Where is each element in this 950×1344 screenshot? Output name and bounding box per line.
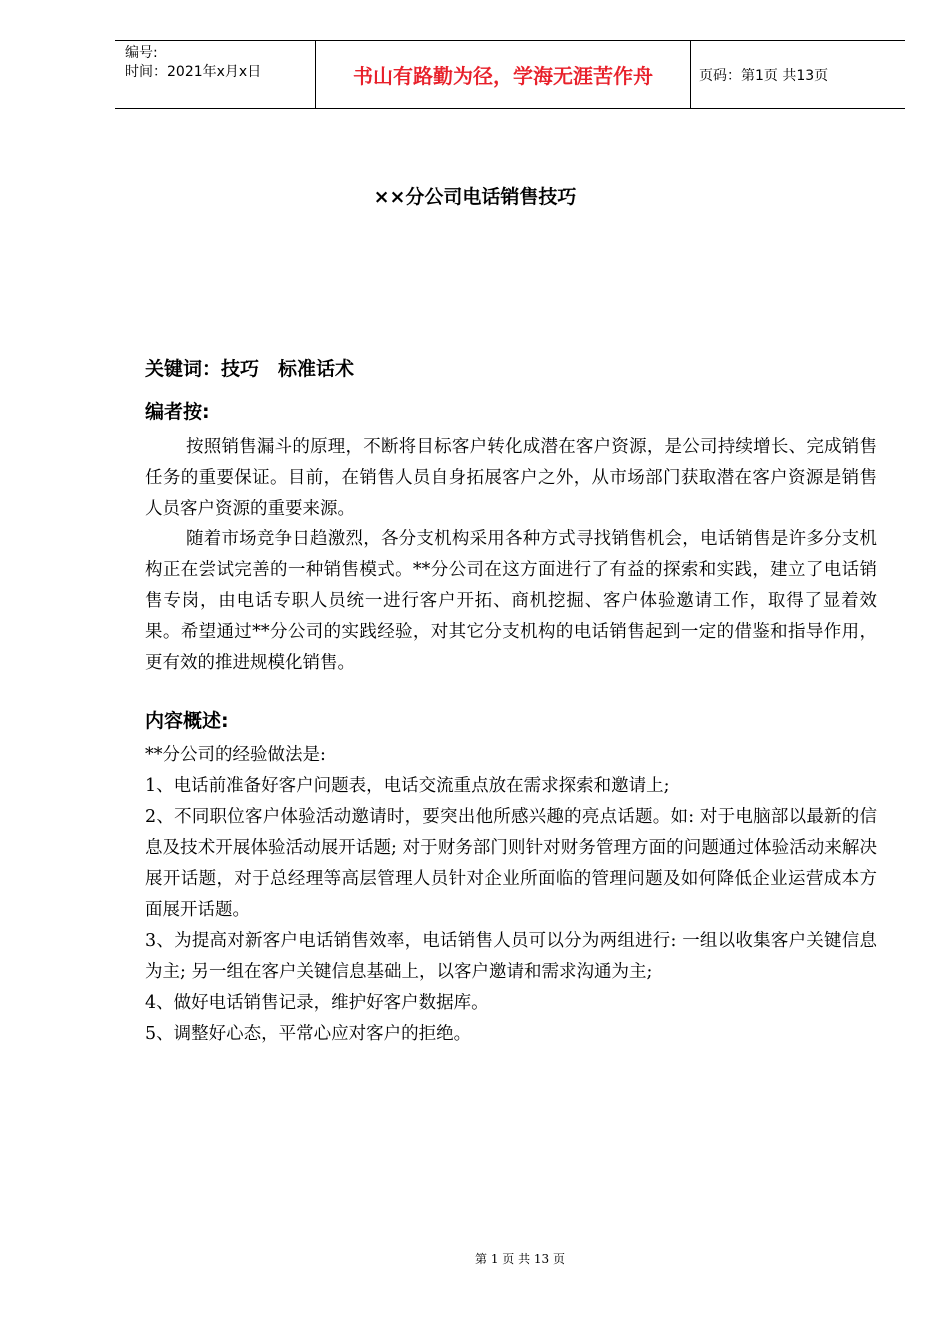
list-item: **分公司的经验做法是: xyxy=(145,745,326,765)
page-footer: 第 1 页 共 13 页 xyxy=(475,1252,565,1266)
list-item: 2、不同职位客户体验活动邀请时，要突出他所感兴趣的亮点话题。如: 对于电脑部以最新的信息及技术开展体验活动展开话题; 对于财务部门则针对财务管理方面的问题通过体验活动来解决展开话题，对于总经理等高层管理人员针对企业所面临的管理问题及如何降低企业运营成本方面展开话题。 xyxy=(145,807,877,920)
overview-list xyxy=(145,740,877,1050)
page-header xyxy=(115,40,905,109)
keywords: 关键词：技巧 标准话术 xyxy=(145,358,355,380)
list-item: 5、调整好心态，平常心应对客户的拒绝。 xyxy=(145,1024,472,1044)
document-title: ××分公司电话销售技巧 xyxy=(373,186,577,208)
header-page-label: 页码：第1页 共13页 xyxy=(699,67,829,84)
list-item: 4、做好电话销售记录，维护好客户数据库。 xyxy=(145,993,489,1013)
paragraph: 随着市场竞争日趋激烈，各分支机构采用各种方式寻找销售机会，电话销售是许多分支机构正在尝试完善的一种销售模式。**分公司在这方面进行了有益的探索和实践，建立了电话销售专岗，由电话专职人员统一进行客户开拓、商机挖掘、客户体验邀请工作，取得了显着效果。希望通过**分公司的实践经验，对其它分支机构的电话销售起到一定的借鉴和指导作用，更有效的推进规模化销售。 xyxy=(145,529,877,673)
time-label: 时间：2021年x月x日 xyxy=(125,64,262,80)
paragraph: 按照销售漏斗的原理，不断将目标客户转化成潜在客户资源，是公司持续增长、完成销售任务的重要保证。目前，在销售人员自身拓展客户之外，从市场部门获取潜在客户资源是销售人员客户资源的重要来源。 xyxy=(145,437,877,519)
overview-heading: 内容概述: xyxy=(145,710,229,732)
header-info xyxy=(125,44,261,82)
list-item: 3、为提高对新客户电话销售效率，电话销售人员可以分为两组进行: 一组以收集客户关键信息为主; 另一组在客户关键信息基础上，以客户邀请和需求沟通为主; xyxy=(145,931,877,982)
editor-note-heading: 编者按: xyxy=(145,401,210,423)
list-item: 1、电话前准备好客户问题表，电话交流重点放在需求探索和邀请上; xyxy=(145,776,670,796)
header-motto: 书山有路勤为径，学海无涯苦作舟 xyxy=(353,64,653,88)
number-label: 编号: xyxy=(125,45,158,61)
